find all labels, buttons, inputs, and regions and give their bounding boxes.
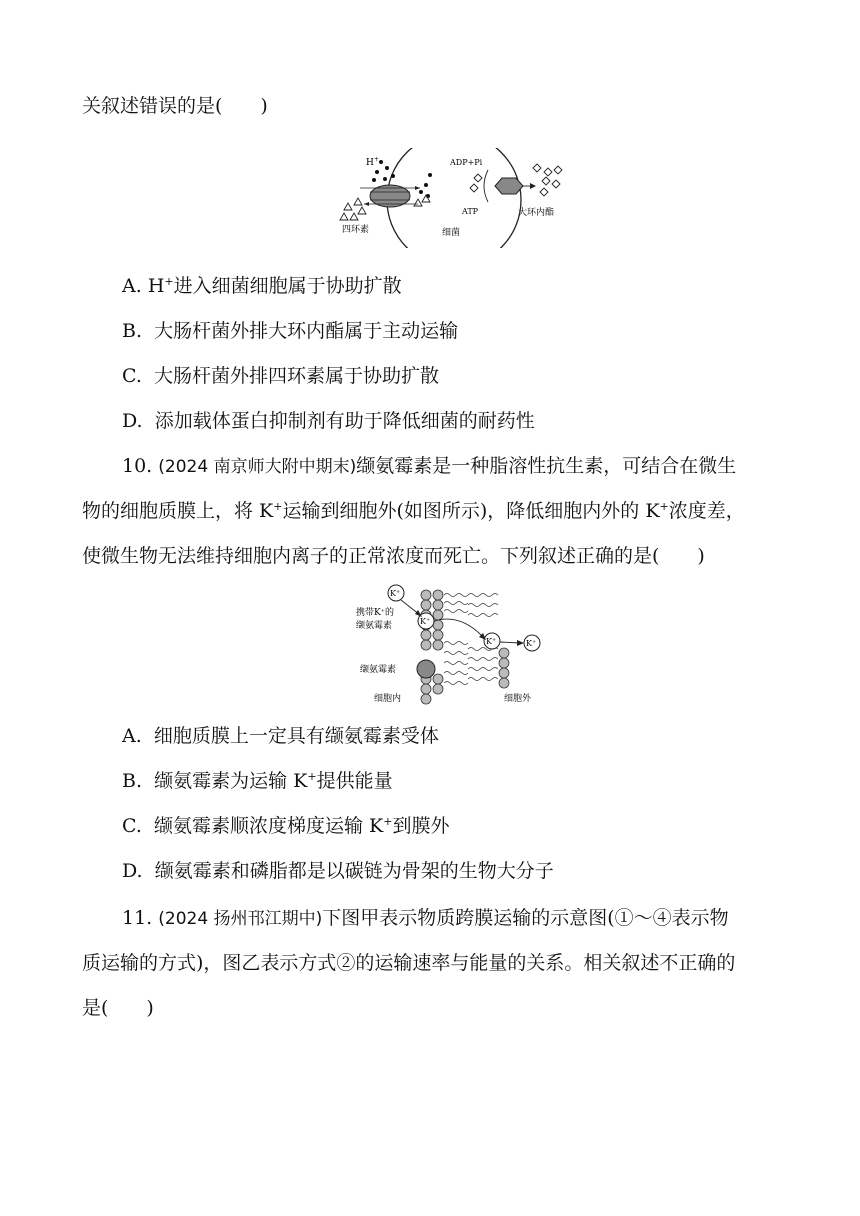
q10-source: (2024 南京师大附中期末) bbox=[158, 457, 357, 477]
q9-stem-tail: 关叙述错误的是( ) bbox=[82, 95, 268, 117]
carry-valinomycin-label: 缬氨霉素 bbox=[356, 621, 393, 631]
outer-membrane-heads bbox=[499, 648, 509, 688]
outside-label: 细胞外 bbox=[504, 694, 532, 704]
svg-text:K+: K+ bbox=[526, 639, 537, 648]
q10-line-2: 物的细胞质膜上，将 K+运输到细胞外(如图所示)，降低细胞内外的 K+浓度差， bbox=[82, 500, 745, 522]
q10-option-b: B. 缬氨霉素为运输 K+提供能量 bbox=[122, 770, 393, 792]
tetracycline-label: 四环素 bbox=[342, 225, 370, 235]
inside-label: 细胞内 bbox=[374, 694, 402, 704]
macrolide-label: 大环内酯 bbox=[518, 208, 555, 218]
q11-line-3: 是( ) bbox=[82, 997, 154, 1019]
valinomycin-label: 缬氨霉素 bbox=[360, 665, 397, 675]
q9-option-c: C. 大肠杆菌外排四环素属于协助扩散 bbox=[122, 365, 440, 387]
svg-text:K+: K+ bbox=[420, 617, 431, 626]
q9-option-d: D. 添加载体蛋白抑制剂有助于降低细菌的耐药性 bbox=[122, 410, 535, 432]
q10-option-a: A. 细胞质膜上一定具有缬氨霉素受体 bbox=[122, 725, 439, 747]
q9-option-a: A. H+进入细菌细胞属于协助扩散 bbox=[122, 275, 402, 297]
q9-option-b: B. 大肠杆菌外排大环内酯属于主动运输 bbox=[122, 320, 459, 342]
q10-line-3: 使微生物无法维持细胞内离子的正常浓度而死亡。下列叙述正确的是( ) bbox=[82, 545, 705, 567]
h-ion-dots-outside bbox=[372, 160, 395, 182]
q11-line-1: 11. (2024 扬州邗江期中)下图甲表示物质跨膜运输的示意图(①～④表示物 bbox=[122, 907, 729, 929]
q11-line-2: 质运输的方式)，图乙表示方式②的运输速率与能量的关系。相关叙述不正确的 bbox=[82, 952, 736, 974]
svg-text:K+: K+ bbox=[390, 589, 401, 598]
macrolide-pump bbox=[495, 178, 523, 194]
valinomycin-figure bbox=[356, 583, 546, 708]
q10-option-c: C. 缬氨霉素顺浓度梯度运输 K+到膜外 bbox=[122, 815, 450, 837]
inner-membrane-heads bbox=[421, 590, 443, 704]
carry-k-label: 携带K+的 bbox=[356, 608, 394, 618]
valinomycin-molecule bbox=[417, 660, 435, 678]
q11-source: (2024 扬州邗江期中) bbox=[158, 909, 323, 929]
bacteria-transport-figure bbox=[330, 148, 575, 248]
atp-label: ATP bbox=[462, 207, 479, 216]
h-ion-dots-inside bbox=[419, 173, 432, 198]
bacteria-label: 细菌 bbox=[442, 228, 461, 238]
h-ion-label: H+ bbox=[366, 156, 379, 168]
adp-label: ADP+Pi bbox=[450, 158, 483, 167]
q10-line-1: 10. (2024 南京师大附中期末)缬氨霉素是一种脂溶性抗生素，可结合在微生 bbox=[122, 455, 737, 477]
q10-option-d: D. 缬氨霉素和磷脂都是以碳链为骨架的生物大分子 bbox=[122, 860, 554, 882]
svg-text:K+: K+ bbox=[486, 637, 497, 646]
